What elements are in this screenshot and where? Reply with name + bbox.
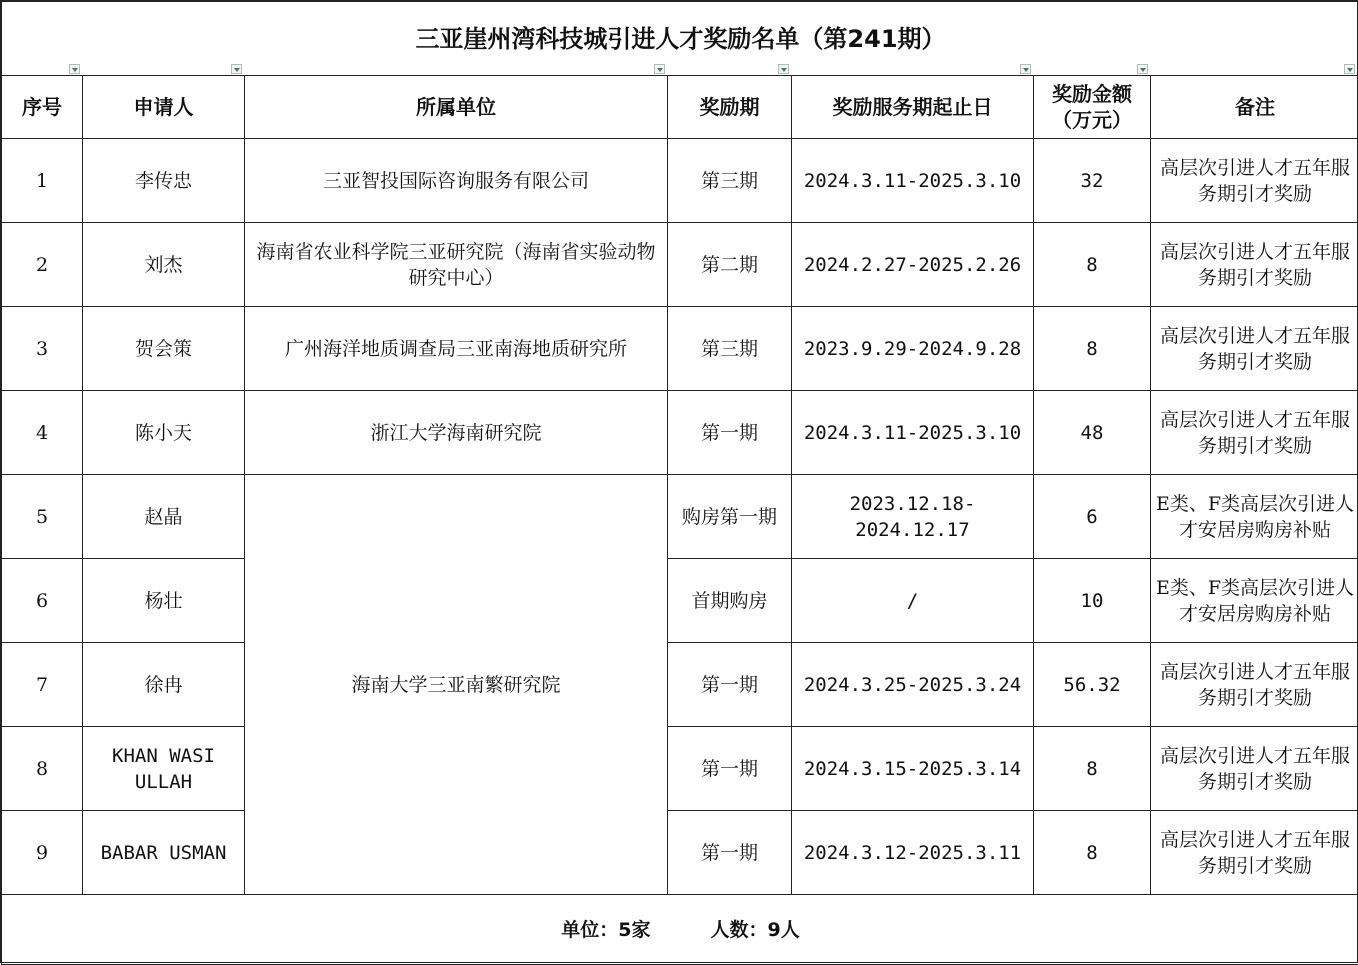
- summary-units: 单位：5家: [561, 919, 650, 941]
- table-row: [2, 307, 1358, 391]
- cell-service-period[interactable]: 2024.3.11-2025.3.10: [792, 391, 1034, 475]
- cell-applicant[interactable]: 刘杰: [83, 223, 245, 307]
- cell-applicant[interactable]: 贺会策: [83, 307, 245, 391]
- page-title: 三亚崖州湾科技城引进人才奖励名单（第241期）: [415, 25, 945, 53]
- cell-applicant[interactable]: KHAN WASI ULLAH: [83, 727, 245, 811]
- table-row: [2, 559, 1358, 643]
- cell-no[interactable]: 5: [2, 475, 83, 559]
- cell-amount[interactable]: 6: [1034, 475, 1151, 559]
- table-row: [2, 727, 1358, 811]
- header-service-period[interactable]: 奖励服务期起止日: [792, 76, 1034, 139]
- cell-applicant[interactable]: 赵晶: [83, 475, 245, 559]
- table-row: [2, 475, 1358, 559]
- filter-dropdown-icon[interactable]: [1137, 64, 1148, 74]
- filter-dropdown-icon[interactable]: [1344, 64, 1355, 74]
- cell-remark[interactable]: 高层次引进人才五年服务期引才奖励: [1151, 307, 1358, 391]
- cell-applicant[interactable]: 陈小天: [83, 391, 245, 475]
- cell-amount[interactable]: 8: [1034, 307, 1151, 391]
- title-row: [2, 2, 1358, 76]
- cell-amount[interactable]: 8: [1034, 811, 1151, 895]
- cell-service-period[interactable]: 2023.12.18-2024.12.17: [792, 475, 1034, 559]
- cell-no[interactable]: 2: [2, 223, 83, 307]
- cell-amount[interactable]: 56.32: [1034, 643, 1151, 727]
- cell-service-period[interactable]: 2024.2.27-2025.2.26: [792, 223, 1034, 307]
- cell-period[interactable]: 第二期: [668, 223, 792, 307]
- table-row: [2, 223, 1358, 307]
- cell-no[interactable]: 8: [2, 727, 83, 811]
- cell-applicant[interactable]: 李传忠: [83, 139, 245, 223]
- table-row: [2, 139, 1358, 223]
- header-amount-line1: 奖励金额: [1038, 81, 1146, 107]
- cell-remark[interactable]: 高层次引进人才五年服务期引才奖励: [1151, 811, 1358, 895]
- cell-period[interactable]: 第一期: [668, 727, 792, 811]
- header-period[interactable]: 奖励期: [668, 76, 792, 139]
- cell-remark[interactable]: 高层次引进人才五年服务期引才奖励: [1151, 223, 1358, 307]
- table-title-cell: [2, 2, 1358, 76]
- summary-cell[interactable]: [2, 895, 1358, 965]
- cell-remark[interactable]: E类、F类高层次引进人才安居房购房补贴: [1151, 559, 1358, 643]
- cell-unit-merged[interactable]: 海南大学三亚南繁研究院: [245, 475, 668, 895]
- header-unit[interactable]: 所属单位: [245, 76, 668, 139]
- cell-remark[interactable]: E类、F类高层次引进人才安居房购房补贴: [1151, 475, 1358, 559]
- cell-amount[interactable]: 8: [1034, 727, 1151, 811]
- header-amount[interactable]: [1034, 76, 1151, 139]
- cell-no[interactable]: 1: [2, 139, 83, 223]
- cell-applicant[interactable]: 徐冉: [83, 643, 245, 727]
- cell-applicant[interactable]: BABAR USMAN: [83, 811, 245, 895]
- cell-unit[interactable]: 三亚智投国际咨询服务有限公司: [245, 139, 668, 223]
- cell-amount[interactable]: 10: [1034, 559, 1151, 643]
- table-row: [2, 811, 1358, 895]
- cell-service-period[interactable]: 2024.3.15-2025.3.14: [792, 727, 1034, 811]
- cell-period[interactable]: 第三期: [668, 139, 792, 223]
- cell-unit[interactable]: 浙江大学海南研究院: [245, 391, 668, 475]
- cell-period[interactable]: 购房第一期: [668, 475, 792, 559]
- cell-remark[interactable]: 高层次引进人才五年服务期引才奖励: [1151, 391, 1358, 475]
- cell-period[interactable]: 第一期: [668, 811, 792, 895]
- cell-remark[interactable]: 高层次引进人才五年服务期引才奖励: [1151, 643, 1358, 727]
- filter-dropdown-icon[interactable]: [1020, 64, 1031, 74]
- cell-amount[interactable]: 32: [1034, 139, 1151, 223]
- cell-period[interactable]: 第一期: [668, 391, 792, 475]
- cell-no[interactable]: 7: [2, 643, 83, 727]
- header-no[interactable]: 序号: [2, 76, 83, 139]
- cell-remark[interactable]: 高层次引进人才五年服务期引才奖励: [1151, 139, 1358, 223]
- cell-service-period[interactable]: 2024.3.25-2025.3.24: [792, 643, 1034, 727]
- filter-dropdown-icon[interactable]: [69, 64, 80, 74]
- cell-service-period[interactable]: /: [792, 559, 1034, 643]
- cell-service-period[interactable]: 2024.3.11-2025.3.10: [792, 139, 1034, 223]
- cell-period[interactable]: 第一期: [668, 643, 792, 727]
- cell-no[interactable]: 3: [2, 307, 83, 391]
- cell-remark[interactable]: 高层次引进人才五年服务期引才奖励: [1151, 727, 1358, 811]
- header-remark[interactable]: 备注: [1151, 76, 1358, 139]
- summary-row: [2, 895, 1358, 965]
- filter-dropdown-icon[interactable]: [778, 64, 789, 74]
- cell-applicant[interactable]: 杨壮: [83, 559, 245, 643]
- award-table: [1, 1, 1358, 965]
- cell-period[interactable]: 第三期: [668, 307, 792, 391]
- cell-unit[interactable]: 海南省农业科学院三亚研究院（海南省实验动物研究中心）: [245, 223, 668, 307]
- header-row: [2, 76, 1358, 139]
- cell-no[interactable]: 4: [2, 391, 83, 475]
- table-row: [2, 643, 1358, 727]
- cell-no[interactable]: 6: [2, 559, 83, 643]
- header-applicant[interactable]: 申请人: [83, 76, 245, 139]
- cell-period[interactable]: 首期购房: [668, 559, 792, 643]
- cell-service-period[interactable]: 2024.3.12-2025.3.11: [792, 811, 1034, 895]
- cell-service-period[interactable]: 2023.9.29-2024.9.28: [792, 307, 1034, 391]
- filter-dropdown-icon[interactable]: [654, 64, 665, 74]
- table-row: [2, 391, 1358, 475]
- cell-no[interactable]: 9: [2, 811, 83, 895]
- cell-amount[interactable]: 8: [1034, 223, 1151, 307]
- filter-dropdown-icon[interactable]: [231, 64, 242, 74]
- summary-people: 人数：9人: [711, 919, 800, 941]
- cell-amount[interactable]: 48: [1034, 391, 1151, 475]
- cell-unit[interactable]: 广州海洋地质调查局三亚南海地质研究所: [245, 307, 668, 391]
- header-amount-line2: （万元）: [1038, 107, 1146, 133]
